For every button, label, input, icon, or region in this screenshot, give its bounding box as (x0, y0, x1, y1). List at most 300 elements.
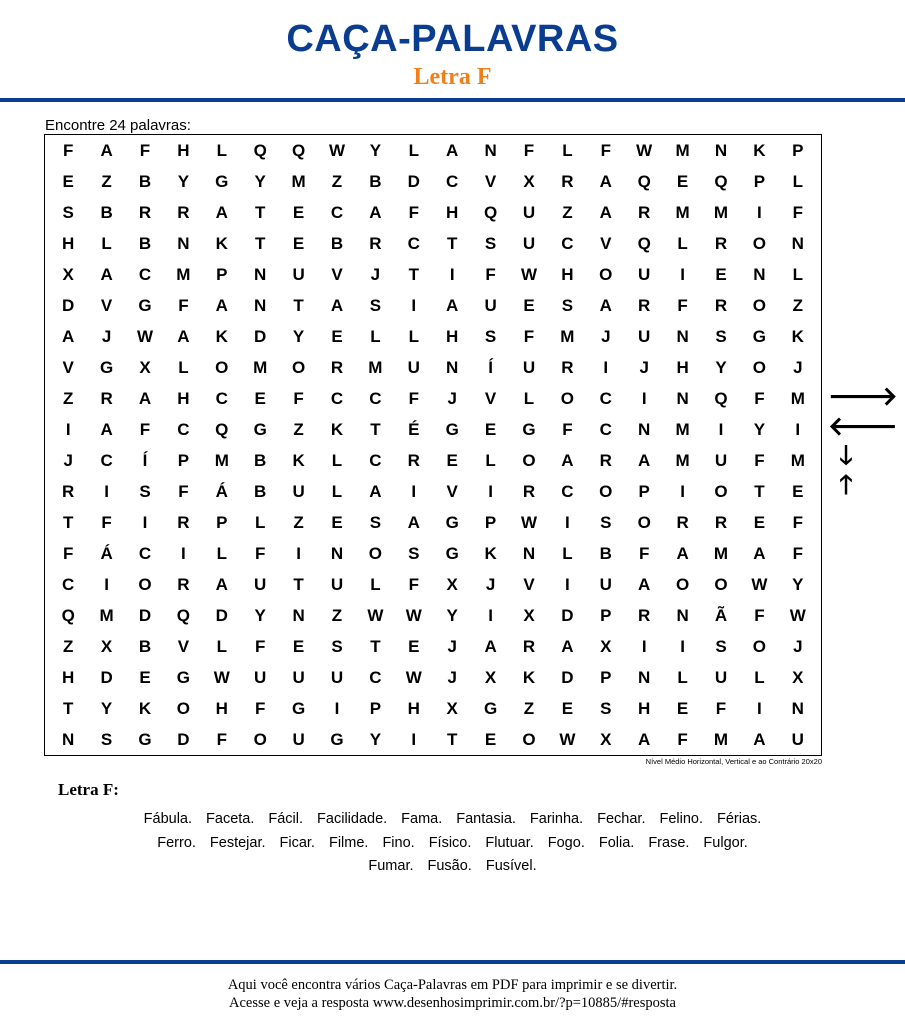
grid-cell: A (215, 295, 228, 315)
grid-cell: R (638, 295, 651, 315)
grid-cell: C (446, 171, 459, 191)
grid-cell: F (715, 698, 727, 718)
grid-cell: N (254, 264, 267, 284)
grid-cell: F (255, 636, 266, 656)
grid-cell: I (488, 481, 493, 501)
grid-cell: A (62, 326, 75, 346)
grid-cell: C (599, 388, 612, 408)
grid-cell: S (561, 295, 574, 315)
grid-cell: T (63, 698, 74, 718)
grid-cell: I (757, 202, 762, 222)
level-note: Nível Médio Horizontal, Vertical e ao Contrário 20x20 (645, 757, 822, 766)
grid-cell: N (484, 140, 497, 160)
grid-cell: I (641, 388, 647, 408)
grid-cell: P (792, 140, 804, 160)
grid-cell: N (638, 667, 651, 687)
word-item: Folia. (598, 834, 635, 851)
grid-cell: Y (254, 605, 266, 625)
grid-cell: U (292, 264, 305, 284)
grid-cell: W (328, 140, 346, 160)
word-item: Fama. (401, 811, 443, 827)
grid-cell: R (714, 233, 728, 253)
grid-cell: O (138, 574, 152, 594)
grid-cell: T (293, 295, 304, 315)
grid-cell: F (255, 698, 266, 718)
grid-cell: O (637, 512, 651, 532)
grid-cell: U (254, 574, 267, 594)
grid-cell: L (216, 636, 227, 656)
grid-cell: A (561, 636, 574, 656)
grid-cell: O (752, 233, 766, 253)
grid-cell: W (751, 574, 768, 594)
grid-cell: Y (177, 171, 190, 191)
grid-cell: J (447, 667, 457, 687)
grid-cell: Á (215, 481, 228, 501)
grid-cell: C (369, 667, 382, 687)
grid-cell: J (639, 357, 649, 377)
grid-cell: B (599, 543, 612, 563)
grid-cell: A (407, 512, 420, 532)
grid-cell: E (292, 233, 305, 253)
arrow-down-icon: 🡓 (839, 441, 853, 471)
grid-cell: Ã (714, 605, 728, 625)
grid-cell: G (445, 419, 459, 439)
grid-cell: F (408, 574, 419, 594)
grid-cell: V (100, 295, 113, 315)
word-item: Flutuar. (485, 834, 534, 851)
grid-cell: O (675, 574, 690, 594)
grid-cell: I (104, 481, 109, 501)
grid-cell: G (522, 419, 536, 439)
grid-cell: V (484, 388, 497, 408)
page-subtitle: Letra F (413, 64, 492, 90)
word-item: Ficar. (279, 834, 315, 851)
grid-cell: M (713, 543, 729, 563)
grid-cell: C (62, 574, 75, 594)
grid-cell: L (485, 450, 496, 470)
word-item: Frase. (648, 834, 690, 851)
page-title: CAÇA-PALAVRAS (286, 18, 619, 60)
grid-cell: Z (293, 419, 304, 439)
grid-cell: D (215, 605, 228, 625)
grid-cell: L (408, 326, 419, 346)
grid-cell: O (522, 450, 536, 470)
grid-cell: W (520, 264, 538, 284)
grid-cell: F (754, 388, 765, 408)
grid-cell: J (101, 326, 112, 346)
grid-cell: X (446, 698, 458, 718)
grid-cell: A (100, 419, 113, 439)
grid-cell: C (100, 450, 113, 470)
grid-cell: S (369, 295, 382, 315)
grid-cell: L (101, 233, 112, 253)
grid-cell: U (330, 667, 344, 687)
grid-cell: C (407, 233, 420, 253)
grid-cell: U (638, 326, 651, 346)
grid-cell: G (253, 419, 267, 439)
grid-cell: X (523, 605, 535, 625)
grid-cell: Z (101, 171, 112, 191)
word-list (0, 808, 905, 879)
grid-cell: I (680, 264, 685, 284)
grid-cell: U (522, 357, 536, 377)
grid-cell: A (599, 295, 612, 315)
grid-cell: S (369, 512, 382, 532)
grid-cell: Á (100, 543, 113, 563)
grid-cell: E (446, 450, 458, 470)
grid-cell: F (408, 388, 419, 408)
grid-cell: R (369, 233, 382, 253)
grid-cell: I (757, 698, 762, 718)
grid-cell: R (714, 295, 728, 315)
grid-cell: V (446, 481, 458, 501)
grid-cell: C (177, 419, 190, 439)
grid-cell: H (446, 202, 459, 222)
grid-cell: A (599, 202, 612, 222)
grid-cell: I (680, 636, 685, 656)
grid-cell: J (447, 388, 457, 408)
grid-cell: G (176, 667, 190, 687)
grid-cell: C (215, 388, 228, 408)
word-list-line (0, 855, 905, 879)
grid-cell: I (718, 419, 724, 439)
grid-cell: X (100, 636, 113, 656)
grid-cell: W (367, 605, 384, 625)
grid-cell: S (715, 326, 727, 346)
grid-cell: B (138, 636, 152, 656)
grid-cell: R (138, 202, 152, 222)
grid-cell: F (792, 202, 803, 222)
grid-cell: G (215, 171, 229, 191)
grid-cell: H (638, 698, 651, 718)
grid-cell: G (138, 729, 152, 749)
grid-cell: U (292, 729, 305, 749)
word-item: Faceta. (206, 811, 255, 827)
grid-cell: K (215, 326, 228, 346)
grid-cell: A (753, 543, 766, 563)
grid-cell: B (138, 171, 152, 191)
grid-cell: B (254, 450, 267, 470)
grid-cell: F (139, 419, 151, 439)
grid-cell: M (291, 171, 306, 191)
grid-cell: V (177, 636, 190, 656)
grid-cell: L (216, 543, 227, 563)
grid-cell: E (523, 295, 535, 315)
arrow-left-icon: 🡐 (828, 412, 898, 442)
grid-cell: L (216, 140, 227, 160)
grid-cell: Q (253, 140, 267, 160)
grid-cell: N (522, 543, 536, 563)
grid-cell: E (139, 667, 151, 687)
arrow-up-icon: 🡑 (839, 470, 853, 500)
grid-cell: M (253, 357, 268, 377)
grid-cell: W (213, 667, 230, 687)
grid-cell: I (565, 574, 570, 594)
grid-cell: Q (637, 233, 651, 253)
grid-cell: L (255, 512, 266, 532)
word-item: Facilidade. (317, 811, 388, 827)
grid-cell: F (101, 512, 112, 532)
grid-cell: R (177, 202, 190, 222)
grid-cell: A (484, 636, 497, 656)
grid-cell: G (99, 357, 114, 377)
grid-cell: G (483, 698, 498, 718)
grid-cell: A (561, 450, 574, 470)
grid-cell: X (523, 171, 535, 191)
grid-cell: U (522, 233, 536, 253)
grid-cell: L (178, 357, 189, 377)
grid-cell: I (296, 543, 301, 563)
word-item: Fusão. (427, 858, 472, 874)
grid-cell: L (370, 574, 381, 594)
grid-cell: M (713, 202, 729, 222)
grid-cell: E (676, 698, 689, 718)
grid-cell: J (370, 264, 381, 284)
grid-cell: T (63, 512, 74, 532)
grid-cell: N (714, 140, 728, 160)
grid-cell: T (293, 574, 304, 594)
grid-cell: F (792, 512, 803, 532)
grid-cell: S (484, 326, 497, 346)
grid-cell: A (100, 140, 113, 160)
grid-cell: P (369, 698, 382, 718)
grid-cell: S (331, 636, 343, 656)
grid-cell: Z (331, 605, 343, 625)
grid-cell: L (331, 450, 343, 470)
grid-cell: Y (792, 574, 804, 594)
grid-cell: I (411, 295, 417, 315)
top-divider (0, 98, 905, 102)
grid-cell: F (523, 140, 535, 160)
grid-cell: O (599, 481, 613, 501)
grid-cell: M (560, 326, 575, 346)
grid-cell: F (792, 543, 803, 563)
grid-cell: A (676, 543, 689, 563)
grid-cell: Z (523, 698, 535, 718)
grid-cell: O (176, 698, 190, 718)
grid-cell: F (677, 729, 688, 749)
grid-cell: A (215, 202, 228, 222)
grid-cell: K (753, 140, 766, 160)
grid-cell: X (446, 574, 458, 594)
grid-cell: X (139, 357, 151, 377)
grid-cell: M (790, 450, 805, 470)
grid-cell: R (522, 636, 536, 656)
grid-cell: O (752, 636, 766, 656)
grid-cell: V (331, 264, 343, 284)
grid-cell: F (677, 295, 688, 315)
grid-cell: E (292, 202, 305, 222)
grid-cell: X (600, 729, 612, 749)
arrow-right-icon: 🡒 (828, 382, 898, 412)
grid-cell: R (62, 481, 75, 501)
grid-cell: E (484, 729, 497, 749)
word-item: Físico. (428, 834, 472, 851)
grid-cell: F (485, 264, 496, 284)
grid-cell: Q (714, 171, 728, 191)
grid-cell: S (600, 512, 612, 532)
grid-cell: E (331, 326, 343, 346)
grid-cell: X (792, 667, 804, 687)
grid-cell: T (255, 233, 266, 253)
grid-cell: R (100, 388, 113, 408)
grid-cell: Y (446, 605, 458, 625)
grid-cell: Y (753, 419, 766, 439)
grid-cell: B (369, 171, 382, 191)
grid-cell: D (561, 667, 574, 687)
grid-cell: R (522, 481, 536, 501)
grid-cell: O (215, 357, 229, 377)
footer (0, 976, 905, 1012)
grid-cell: D (407, 171, 420, 191)
grid-cell: M (790, 388, 805, 408)
grid-cell: C (330, 202, 344, 222)
grid-cell: I (334, 698, 340, 718)
grid-cell: F (639, 543, 650, 563)
grid-cell: C (138, 264, 152, 284)
grid-cell: O (714, 481, 728, 501)
grid-cell: Í (488, 357, 493, 377)
grid-cell: Z (63, 636, 74, 656)
grid-cell: A (446, 295, 459, 315)
grid-cell: Z (562, 202, 573, 222)
grid-cell: F (255, 543, 266, 563)
footer-line-2: Acesse e veja a resposta www.desenhosimprimir.com.br/?p=10885/#resposta (229, 995, 676, 1011)
grid-cell: L (677, 233, 688, 253)
word-item: Fábula. (143, 811, 193, 827)
grid-cell: I (488, 605, 493, 625)
grid-cell: V (484, 171, 497, 191)
grid-cell: H (177, 388, 190, 408)
grid-cell: D (62, 295, 75, 315)
grid-cell: A (638, 729, 651, 749)
grid-cell: A (369, 481, 382, 501)
grid-cell: Q (291, 140, 306, 160)
grid-cell: X (600, 636, 612, 656)
grid-cell: J (793, 357, 803, 377)
grid-cell: M (675, 140, 690, 160)
grid-cell: B (330, 233, 344, 253)
grid-cell: B (254, 481, 267, 501)
grid-cell: D (254, 326, 267, 346)
grid-cell: K (330, 419, 344, 439)
grid-cell: Y (369, 140, 382, 160)
grid-cell: O (752, 295, 766, 315)
grid-cell: M (176, 264, 191, 284)
grid-cell: L (562, 543, 573, 563)
word-item: Férias. (717, 811, 762, 827)
grid-cell: X (62, 264, 74, 284)
footer-line-1: Aqui você encontra vários Caça-Palavras em PDF para imprimir e se divertir. (227, 977, 678, 993)
grid-cell: Y (369, 729, 382, 749)
grid-cell: A (753, 729, 766, 749)
grid-cell: S (600, 698, 612, 718)
grid-cell: E (254, 388, 266, 408)
grid-cell: M (214, 450, 229, 470)
grid-cell: J (63, 450, 73, 470)
grid-cell: P (216, 264, 228, 284)
grid-cell: C (369, 450, 382, 470)
grid-cell: Y (292, 326, 305, 346)
grid-cell: E (331, 512, 343, 532)
grid-cell: K (292, 450, 305, 470)
grid-cell: F (600, 140, 611, 160)
grid-cell: G (445, 512, 459, 532)
grid-cell: F (63, 140, 74, 160)
grid-cell: U (522, 202, 536, 222)
grid-cell: P (600, 667, 612, 687)
grid-cell: C (369, 388, 382, 408)
grid-cell: O (714, 574, 728, 594)
word-item: Fulgor. (703, 834, 748, 851)
word-item: Filme. (328, 834, 369, 851)
grid-cell: U (638, 264, 651, 284)
grid-cell: Q (215, 419, 229, 439)
grid-cell: I (104, 574, 109, 594)
word-item: Fumar. (368, 858, 414, 874)
grid-cell: B (138, 233, 152, 253)
grid-cell: H (177, 140, 190, 160)
grid-cell: L (408, 140, 419, 160)
grid-cell: É (408, 419, 420, 439)
grid-cell: C (561, 233, 574, 253)
grid-cell: S (484, 233, 497, 253)
grid-cell: T (255, 202, 266, 222)
grid-cell: T (370, 419, 381, 439)
grid-cell: L (562, 140, 573, 160)
grid-cell: A (215, 574, 228, 594)
grid-cell: L (370, 326, 381, 346)
grid-cell: D (138, 605, 152, 625)
grid-cell: S (62, 202, 74, 222)
grid-cell: A (330, 295, 344, 315)
grid-cell: N (676, 605, 689, 625)
word-item: Ferro. (157, 834, 196, 851)
grid-cell: F (216, 729, 227, 749)
grid-cell: J (601, 326, 611, 346)
word-list-line (0, 832, 905, 856)
grid-cell: U (292, 667, 305, 687)
grid-cell: N (446, 357, 459, 377)
grid-cell: L (523, 388, 535, 408)
grid-cell: N (254, 295, 267, 315)
grid-cell: F (562, 419, 573, 439)
grid-cell: W (136, 326, 154, 346)
grid-cell: F (178, 481, 189, 501)
grid-cell: V (523, 574, 535, 594)
grid-cell: F (408, 202, 419, 222)
grid-cell: N (676, 388, 689, 408)
grid-cell: Q (176, 605, 190, 625)
grid-cell: U (599, 574, 612, 594)
word-list-title: Letra F: (58, 780, 119, 799)
grid-cell: L (331, 481, 343, 501)
grid-cell: R (407, 450, 420, 470)
grid-cell: Q (714, 388, 728, 408)
grid-cell: I (411, 729, 417, 749)
grid-cell: H (676, 357, 689, 377)
grid-cell: K (484, 543, 497, 563)
word-item: Fechar. (597, 811, 646, 827)
grid-cell: I (680, 481, 685, 501)
grid-cell: M (675, 419, 690, 439)
grid-cell: M (99, 605, 114, 625)
grid-cell: R (638, 202, 651, 222)
instruction-text: Encontre 24 palavras: (45, 117, 191, 134)
grid-cell: T (408, 264, 419, 284)
grid-cell: F (139, 140, 151, 160)
grid-cell: N (177, 233, 190, 253)
